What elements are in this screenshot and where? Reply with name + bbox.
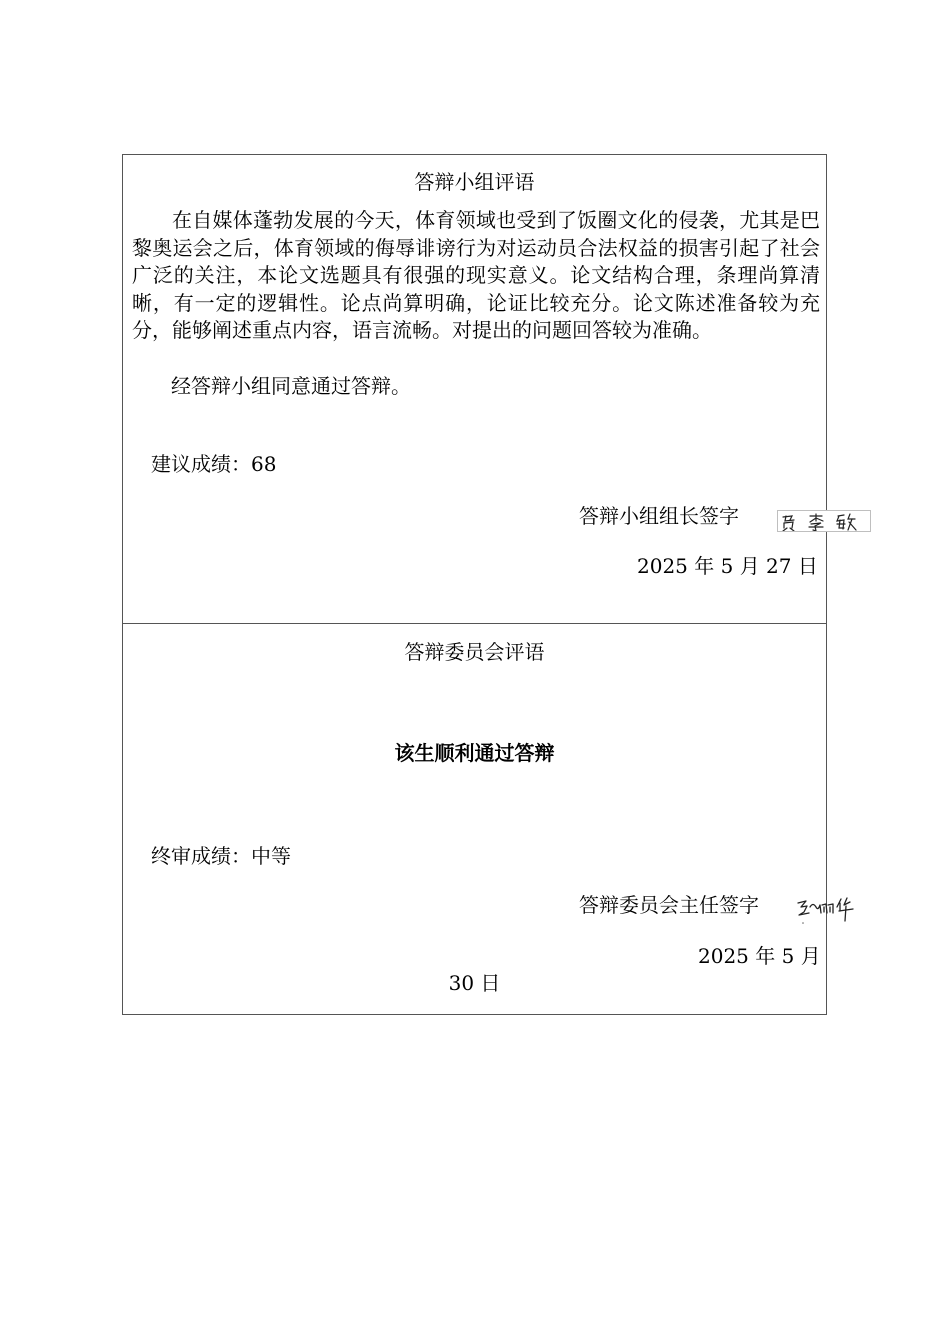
defense-evaluation-form <box>122 154 827 1015</box>
committee-comment: 该生顺利通过答辩 <box>394 741 555 765</box>
final-grade: 终审成绩：中等 <box>151 844 291 868</box>
suggested-grade: 建议成绩：68 <box>151 452 277 476</box>
chair-signature-image <box>795 893 861 925</box>
committee-date-line-2: 30 日 <box>448 971 501 995</box>
group-section-title: 答辩小组评语 <box>414 170 535 194</box>
committee-section-title: 答辩委员会评语 <box>404 640 545 664</box>
group-approval-text: 经答辩小组同意通过答辩。 <box>171 374 411 398</box>
group-date: 2025 年 5 月 27 日 <box>637 554 818 578</box>
leader-signature-image <box>777 510 871 532</box>
committee-date-line-1: 2025 年 5 月 <box>698 944 821 968</box>
chair-signature-label: 答辩委员会主任签字 <box>579 893 759 917</box>
leader-signature-label: 答辩小组组长签字 <box>579 504 739 528</box>
section-divider <box>123 623 826 624</box>
group-comment-paragraph: 在自媒体蓬勃发展的今天，体育领域也受到了饭圈文化的侵袭，尤其是巴黎奥运会之后，体育领域的侮辱诽谤行为对运动员合法权益的损害引起了社会广泛的关注，本论文选题具有很强的现实意义。论文结构合理，条理尚算清晰，有一定的逻辑性。论点尚算明确，论证比较充分。论文陈述准备较为充分，能够阐述重点内容，语言流畅。对提出的问题回答较为准确。 <box>132 208 820 342</box>
